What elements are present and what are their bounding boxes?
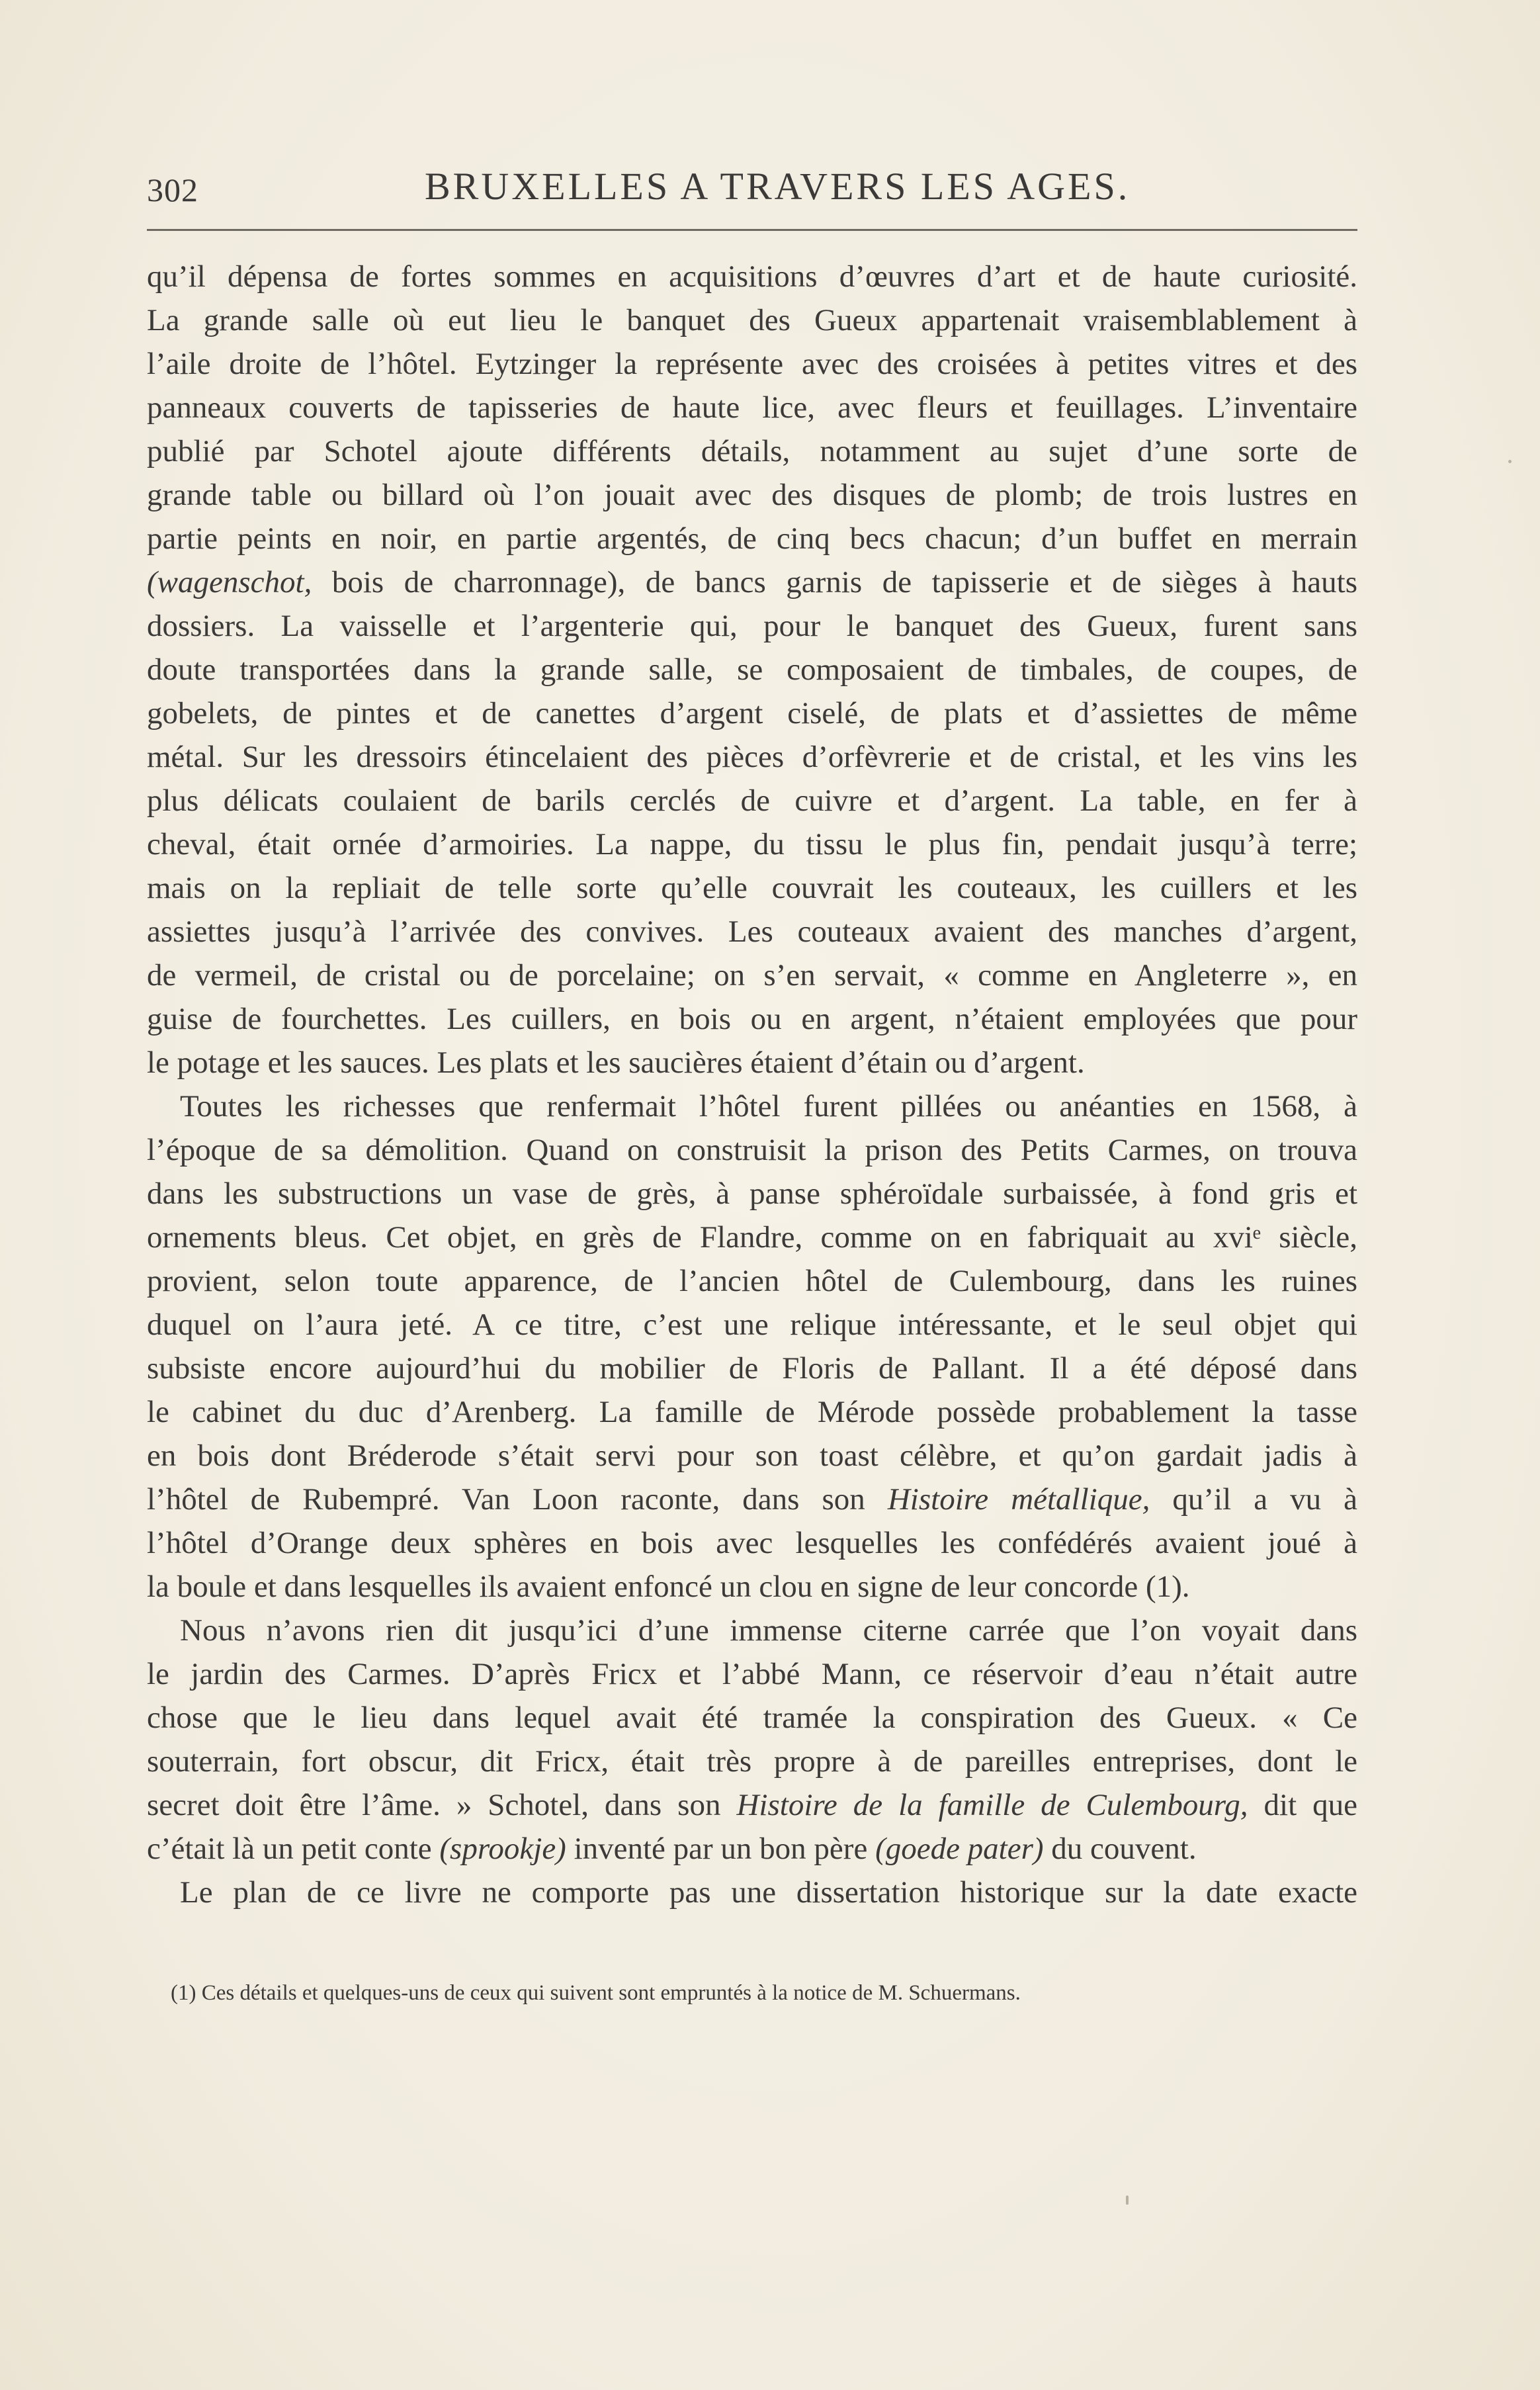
paper-speck (1508, 460, 1512, 463)
paragraph-start: Toutes les richesses que renfermait l’hôtel furent pillées ou anéanties en 1568, à (180, 1089, 1357, 1124)
text-line: de vermeil, de cristal ou de porcelaine; on s’en servait, « comme en Angleterre », en (147, 958, 1357, 993)
text-line: plus délicats coulaient de barils cerclés de cuivre et d’argent. La table, en fer à (147, 783, 1357, 818)
paper-speck (1126, 2195, 1129, 2205)
paragraph-start: Le plan de ce livre ne comporte pas une dissertation historique sur la date exacte (180, 1875, 1357, 1910)
page-number: 302 (147, 171, 198, 208)
text-line: métal. Sur les dressoirs étincelaient des pièces d’orfèvrerie et de cristal, et les vins les (147, 740, 1357, 774)
text-line: souterrain, fort obscur, dit Fricx, était très propre à de pareilles entreprises, dont le (147, 1744, 1357, 1779)
text-line: duquel on l’aura jeté. A ce titre, c’est une relique intéressante, et le seul objet qui (147, 1307, 1357, 1342)
text-line: l’aile droite de l’hôtel. Eytzinger la représente avec des croisées à petites vitres et des (147, 347, 1357, 381)
header-rule (147, 229, 1357, 231)
text-line: provient, selon toute apparence, de l’ancien hôtel de Culembourg, dans les ruines (147, 1264, 1357, 1298)
body-text (147, 255, 1357, 1914)
text-line: publié par Schotel ajoute différents détails, notamment au sujet d’une sorte de (147, 434, 1357, 468)
text-line: dossiers. La vaisselle et l’argenterie qui, pour le banquet des Gueux, furent sans (147, 609, 1357, 643)
text-span: dit que (1248, 1788, 1358, 1822)
text-line: doute transportées dans la grande salle, se composaient de timbales, de coupes, de (147, 652, 1357, 687)
italic-term: (wagenschot, (147, 565, 312, 599)
text-line: ornements bleus. Cet objet, en grès de Flandre, comme on en fabriquait au xviᵉ siècle, (147, 1220, 1357, 1255)
text-line: guise de fourchettes. Les cuillers, en bois ou en argent, n’étaient employées que pour (147, 1002, 1357, 1036)
text-line: chose que le lieu dans lequel avait été tramée la conspiration des Gueux. « Ce (147, 1701, 1357, 1735)
italic-term: (sprookje) (439, 1832, 566, 1866)
text-line: l’hôtel d’Orange deux sphères en bois avec lesquelles les confédérés avaient joué à (147, 1526, 1357, 1560)
text-span: qu’il a vu à (1150, 1482, 1357, 1517)
footnote: (1) Ces détails et quelques-uns de ceux qui suivent sont empruntés à la notice de M. Schuermans. (171, 1981, 1021, 2005)
text-line: qu’il dépensa de fortes sommes en acquisitions d’œuvres d’art et de haute curiosité. (147, 259, 1357, 294)
text-line: dans les substructions un vase de grès, à panse sphéroïdale surbaissée, à fond gris et (147, 1176, 1357, 1211)
text-line (147, 560, 1357, 604)
italic-title: Histoire de la famille de Culembourg, (736, 1788, 1248, 1822)
text-line: gobelets, de pintes et de canettes d’argent ciselé, de plats et d’assiettes de même (147, 696, 1357, 730)
text-span: inventé par un bon père (566, 1832, 876, 1866)
text-line (147, 1478, 1357, 1521)
text-line: assiettes jusqu’à l’arrivée des convives. Les couteaux avaient des manches d’argent, (147, 914, 1357, 949)
italic-term: (goede pater) (875, 1832, 1044, 1866)
text-line: panneaux couverts de tapisseries de haute lice, avec fleurs et feuillages. L’inventaire (147, 390, 1357, 425)
text-span: l’hôtel de Rubempré. Van Loon raconte, dans son (147, 1482, 865, 1517)
italic-title: Histoire métallique, (887, 1482, 1150, 1517)
text-line (147, 1783, 1357, 1827)
text-line: subsiste encore aujourd’hui du mobilier de Floris de Pallant. Il a été déposé dans (147, 1351, 1357, 1386)
text-span: du couvent. (1043, 1832, 1197, 1866)
text-line: La grande salle où eut lieu le banquet des Gueux appartenait vraisemblablement à (147, 303, 1357, 337)
paragraph-start: Nous n’avons rien dit jusqu’ici d’une immense citerne carrée que l’on voyait dans (180, 1613, 1357, 1648)
text-line: mais on la repliait de telle sorte qu’elle couvrait les couteaux, les cuillers et les (147, 871, 1357, 905)
text-line: en bois dont Bréderode s’était servi pour son toast célèbre, et qu’on gardait jadis à (147, 1438, 1357, 1473)
text-span: bois de charronnage), de bancs garnis de tapisserie et de sièges à hauts (312, 565, 1357, 599)
text-span: c’était là un petit conte (147, 1832, 440, 1866)
text-line: le cabinet du duc d’Arenberg. La famille de Mérode possède probablement la tasse (147, 1395, 1357, 1429)
text-line: partie peints en noir, en partie argentés, de cinq becs chacun; d’un buffet en merrain (147, 521, 1357, 556)
text-line: l’époque de sa démolition. Quand on construisit la prison des Petits Carmes, on trouva (147, 1133, 1357, 1167)
text-line (147, 1827, 1357, 1871)
text-line: la boule et dans lesquelles ils avaient enfoncé un clou en signe de leur concorde (1). (147, 1570, 1190, 1604)
text-line: le potage et les sauces. Les plats et les saucières étaient d’étain ou d’argent. (147, 1045, 1085, 1080)
text-line: cheval, était ornée d’armoiries. La nappe, du tissu le plus fin, pendait jusqu’à terre; (147, 827, 1357, 862)
page-header (147, 159, 1357, 212)
text-line: grande table ou billard où l’on jouait avec des disques de plomb; de trois lustres en (147, 478, 1357, 512)
running-title: BRUXELLES A TRAVERS LES AGES. (425, 165, 1131, 208)
text-line: le jardin des Carmes. D’après Fricx et l’abbé Mann, ce réservoir d’eau n’était autre (147, 1657, 1357, 1691)
text-span: secret doit être l’âme. » Schotel, dans son (147, 1788, 721, 1822)
